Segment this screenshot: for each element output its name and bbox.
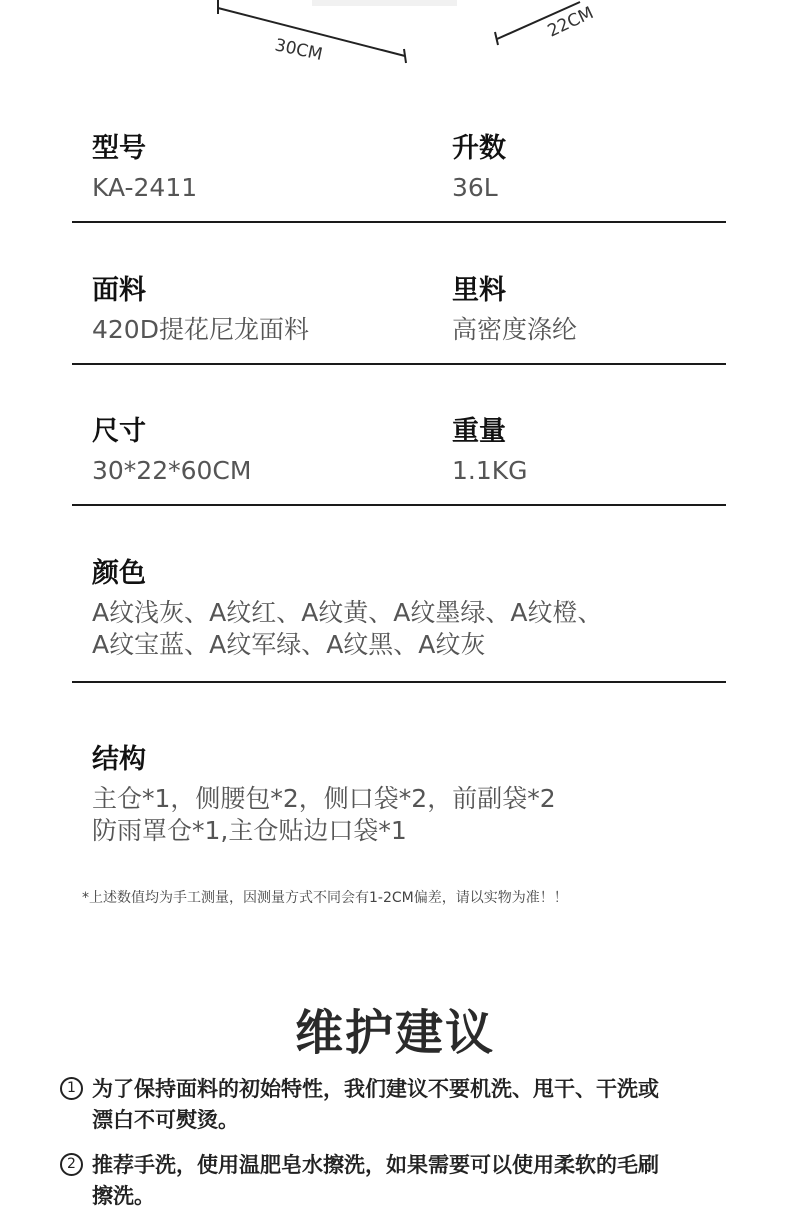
spec-size-label: 尺寸 bbox=[92, 416, 146, 447]
spec-row-fabric-lining bbox=[72, 274, 726, 365]
care-item-1-line-1: 为了保持面料的初始特性，我们建议不要机洗、甩干、干洗或 bbox=[92, 1077, 659, 1101]
spec-capacity bbox=[452, 132, 506, 204]
spec-lining-label: 里料 bbox=[452, 275, 506, 306]
spec-model-label: 型号 bbox=[92, 133, 146, 164]
spec-structure-label: 结构 bbox=[92, 744, 146, 775]
spec-capacity-value: 36L bbox=[452, 173, 498, 202]
spec-fabric-value: 420D提花尼龙面料 bbox=[92, 315, 309, 344]
width-dimension-tick-right bbox=[404, 49, 406, 63]
spec-model bbox=[92, 132, 197, 204]
spec-fabric bbox=[92, 274, 309, 346]
care-item bbox=[60, 1150, 740, 1212]
spec-fabric-label: 面料 bbox=[92, 275, 146, 306]
spec-capacity-label: 升数 bbox=[452, 133, 506, 164]
measurement-note: *上述数值均为手工测量，因测量方式不同会有1-2CM偏差，请以实物为准！！ bbox=[82, 890, 568, 906]
depth-dimension-label: 22CM bbox=[544, 3, 597, 42]
spec-row-model-capacity bbox=[72, 132, 726, 223]
care-item-2-line-1: 推荐手洗，使用温肥皂水擦洗，如果需要可以使用柔软的毛刷 bbox=[92, 1153, 659, 1177]
spec-row-size-weight bbox=[72, 415, 726, 506]
care-item bbox=[60, 1074, 740, 1136]
spec-weight-label: 重量 bbox=[452, 416, 506, 447]
care-item-2-line-2: 擦洗。 bbox=[92, 1184, 155, 1208]
circled-number-2: 2 bbox=[60, 1153, 83, 1176]
spec-colors-label: 颜色 bbox=[92, 558, 146, 589]
spec-colors-line-2: A纹宝蓝、A纹军绿、A纹黑、A纹灰 bbox=[92, 630, 486, 659]
spec-row-colors bbox=[72, 557, 726, 683]
width-dimension-label: 30CM bbox=[272, 35, 325, 65]
spec-structure-line-2: 防雨罩仓*1,主仓贴边口袋*1 bbox=[92, 816, 407, 845]
spec-size-value: 30*22*60CM bbox=[92, 456, 252, 485]
dimension-lines bbox=[0, 0, 790, 80]
spec-colors bbox=[92, 557, 603, 661]
care-section-title: 维护建议 bbox=[294, 1005, 495, 1061]
spec-lining bbox=[452, 274, 577, 346]
spec-model-value: KA-2411 bbox=[92, 173, 198, 202]
care-item-1-line-2: 漂白不可熨烫。 bbox=[92, 1108, 239, 1132]
spec-colors-line-1: A纹浅灰、A纹红、A纹黄、A纹墨绿、A纹橙、 bbox=[92, 598, 603, 627]
spec-size bbox=[92, 415, 251, 487]
spec-weight bbox=[452, 415, 528, 487]
spec-weight-value: 1.1KG bbox=[452, 456, 528, 485]
product-base-shadow bbox=[312, 0, 457, 6]
spec-structure bbox=[92, 743, 556, 847]
circled-number-1: 1 bbox=[60, 1077, 83, 1100]
spec-lining-value: 高密度涤纶 bbox=[452, 315, 578, 344]
spec-structure-line-1: 主仓*1，侧腰包*2，侧口袋*2，前副袋*2 bbox=[92, 784, 556, 813]
